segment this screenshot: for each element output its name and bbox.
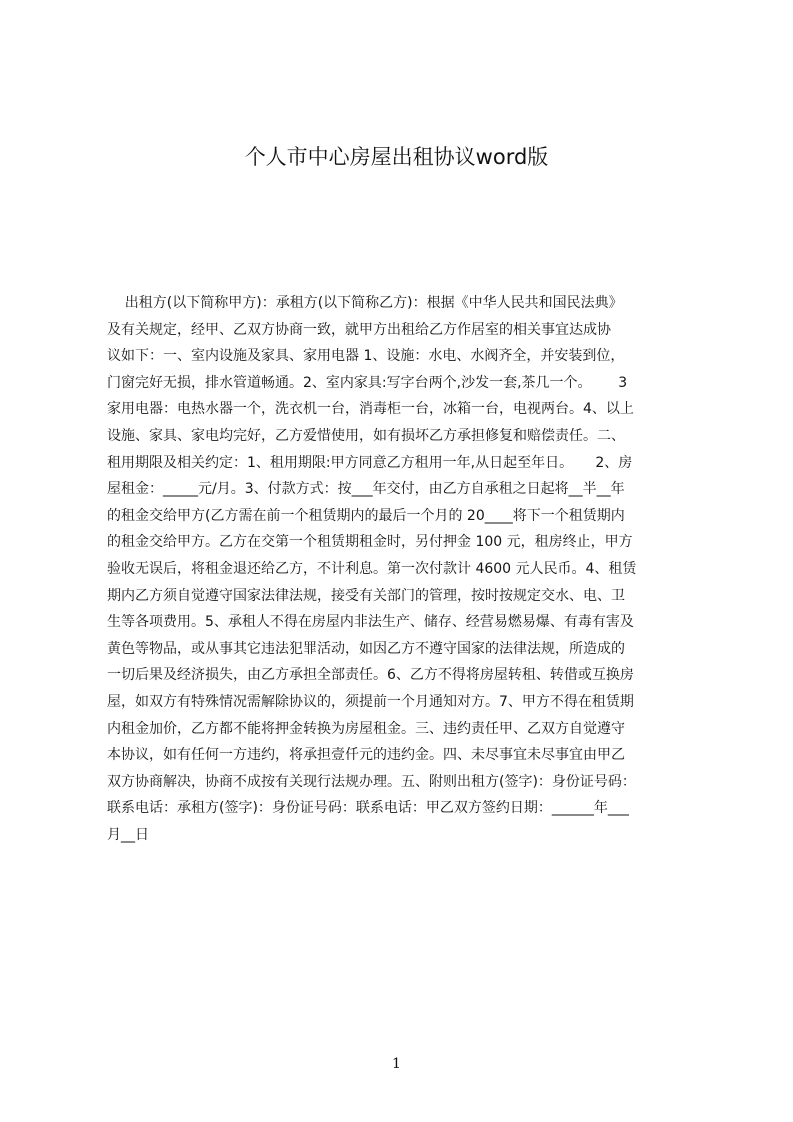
body-line-4: 门窗完好无损，排水管道畅通。2、室内家具:写字台两个,沙发一套,茶几一个。 3 [107, 374, 628, 391]
body-line-20: 联系电话：承租方(签字)：身份证号码：联系电话：甲乙双方签约日期：______年___ [107, 800, 629, 817]
body-line-17: 内租金加价，乙方都不能将押金转换为房屋租金。三、违约责任甲、乙双方自觉遵守 [107, 720, 625, 737]
body-line-18: 本协议，如有任何一方违约，将承担壹仟元的违约金。四、未尽事宜未尽事宜由甲乙 [107, 747, 625, 764]
body-line-15: 一切后果及经济损失，由乙方承担全部责任。6、乙方不得将房屋转租、转借或互换房 [107, 667, 634, 684]
body-line-19: 双方协商解决，协商不成按有关现行法规办理。五、附则出租方(签字)：身份证号码： [107, 773, 636, 790]
body-line-5: 家用电器：电热水器一个，洗衣机一台，消毒柜一台，冰箱一台，电视两台。4、以上 [107, 401, 634, 418]
body-line-1: 出租方(以下简称甲方)：承租方(以下简称乙方)：根据《中华人民共和国民法典》 [107, 295, 623, 311]
body-line-16: 屋，如双方有特殊情况需解除协议的，须提前一个月通知对方。7、甲方不得在租赁期 [107, 693, 634, 710]
body-line-8: 屋租金：_____元/月。3、付款方式：按___年交付，由乙方自承租之日起将__半__年 [107, 481, 625, 498]
document-title: 个人市中心房屋出租协议word版 [244, 145, 549, 169]
body-line-6: 设施、家具、家电均完好，乙方爱惜使用，如有损坏乙方承担修复和赔偿责任。二、 [107, 427, 625, 444]
body-line-12: 期内乙方须自觉遵守国家法律法规，接受有关部门的管理，按时按规定交水、电、卫 [107, 587, 625, 604]
body-line-3: 议如下：一、室内设施及家具、家用电器 1、设施：水电、水阀齐全，并安装到位， [107, 348, 625, 365]
agreement-body [107, 290, 698, 848]
body-line-13: 生等各项费用。5、承租人不得在房屋内非法生产、储存、经营易燃易爆、有毒有害及 [107, 614, 634, 631]
body-line-14: 黄色等物品，或从事其它违法犯罪活动，如因乙方不遵守国家的法律法规，所造成的 [107, 640, 625, 657]
body-line-9: 的租金交给甲方(乙方需在前一个租赁期内的最后一个月的 20____将下一个租赁期内 [107, 507, 625, 524]
body-line-11: 验收无误后，将租金退还给乙方，不计利息。第一次付款计 4600 元人民币。4、租赁 [107, 560, 637, 577]
body-line-21: 月__日 [107, 826, 149, 843]
page-number: 1 [392, 1056, 401, 1072]
body-line-7: 租用期限及相关约定：1、租用期限:甲方同意乙方租用一年,从日起至年日。 2、房 [107, 454, 633, 471]
body-line-2: 及有关规定，经甲、乙双方协商一致，就甲方出租给乙方作居室的相关事宜达成协 [107, 321, 611, 338]
body-line-10: 的租金交给甲方。乙方在交第一个租赁期租金时，另付押金 100 元，租房终止，甲方 [107, 534, 633, 551]
